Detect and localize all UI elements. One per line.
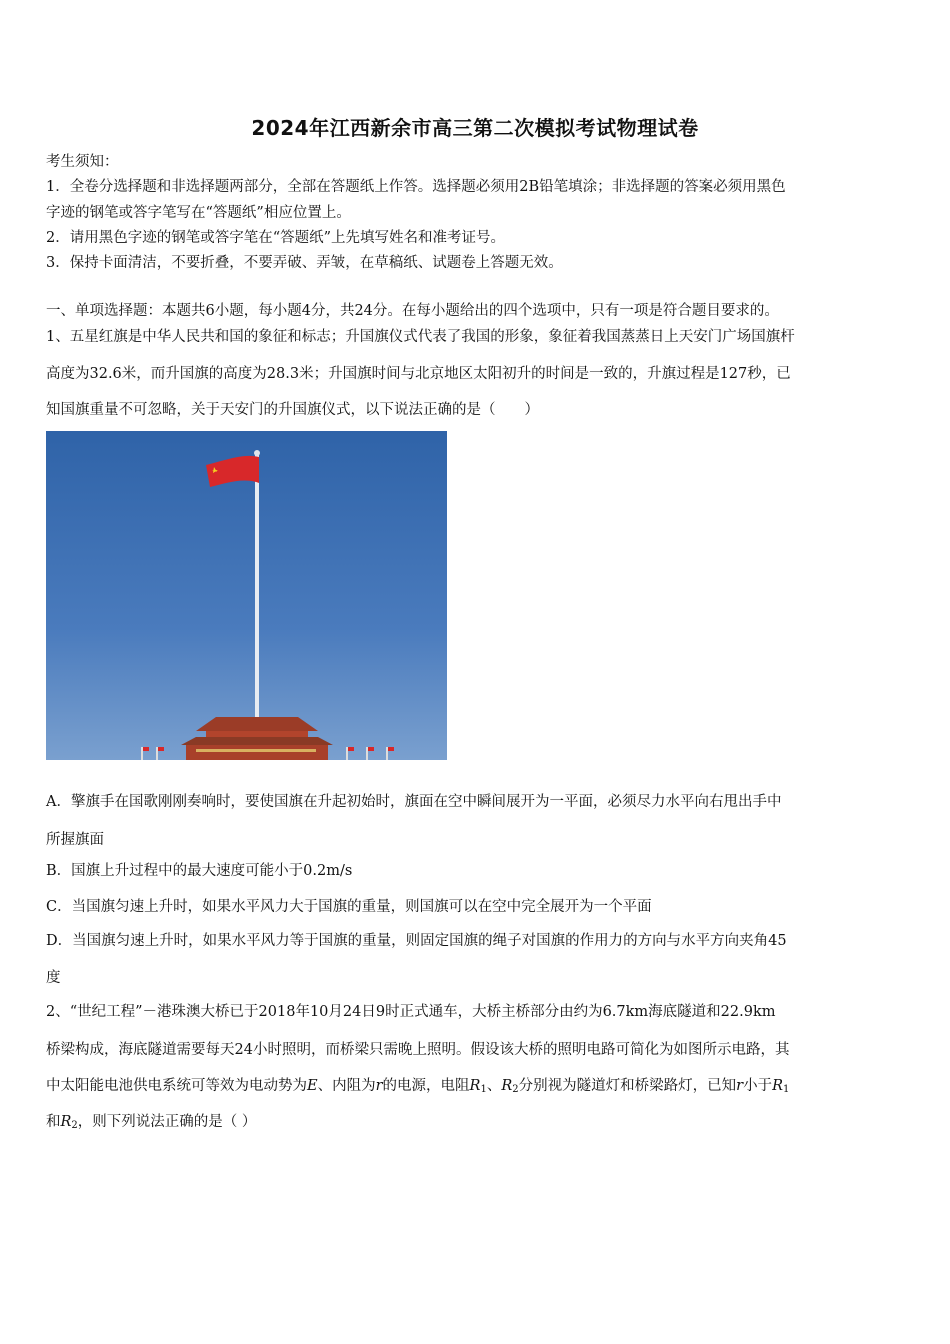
notice-line-4: 3．保持卡面清洁，不要折叠，不要弄破、弄皱，在草稿纸、试题卷上答题无效。 [46,255,563,271]
q1-option-b: B．国旗上升过程中的最大速度可能小于0.2m/s [46,863,353,879]
pole-top [254,450,260,456]
q2-stem-line-4: 和$R_2$，则下列说法正确的是（ ） [46,1114,257,1131]
wall-trim [196,749,316,752]
q1-option-c: C．当国旗匀速上升时，如果水平风力大于国旗的重量，则国旗可以在空中完全展开为一个平面 [46,899,652,915]
notice-line-3: 2．请用黑色字迹的钢笔或答字笔在“答题纸”上先填写姓名和准考证号。 [46,230,506,246]
notice-line-2: 字迹的钢笔或答字笔写在“答题纸”相应位置上。 [46,205,351,221]
q1-stem-line-2: 高度为32.6米，而升国旗的高度为28.3米；升国旗时间与北京地区太阳初升的时间是一致的，升旗过程是127秒，已 [46,366,791,382]
q1-option-a-line-1: A．擎旗手在国歌刚刚奏响时，要使国旗在升起初始时，旗面在空中瞬间展开为一平面，必须尽力水平向右甩出手中 [46,794,782,810]
internal-resistance-symbol: r [375,1078,383,1094]
flag-photo-svg [46,431,447,760]
q1-stem-line-3: 知国旗重量不可忽略，关于天安门的升国旗仪式，以下说法正确的是（ ） [46,402,539,418]
q1-option-d-line-1: D．当国旗匀速上升时，如果水平风力等于国旗的重量，则固定国旗的绳子对国旗的作用力的方向与水平方向夹角45 [46,933,787,949]
notice-heading: 考生须知： [46,154,119,170]
q1-option-d-line-2: 度 [46,970,61,986]
lower-roof [181,737,333,745]
q2-stem-line-1: 2、“世纪工程”－港珠澳大桥已于2018年10月24日9时正式通车，大桥主桥部分由约为6.7km海底隧道和22.9km [46,1004,776,1020]
flag-pole [255,453,259,760]
section-heading: 一、单项选择题：本题共6小题，每小题4分，共24分。在每小题给出的四个选项中，只有一项是符合题目要求的。 [46,303,779,319]
emf-symbol: E [307,1078,318,1094]
notice-line-1: 1．全卷分选择题和非选择题两部分，全部在答题纸上作答。选择题必须用2B铅笔填涂；非选择题的答案必须用黑色 [46,179,786,195]
page-title: 2024年江西新余市高三第二次模拟考试物理试卷 [251,116,699,140]
upper-roof [196,717,318,731]
lower-wall [186,745,328,760]
q1-stem-line-1: 1、五星红旗是中华人民共和国的象征和标志；升国旗仪式代表了我国的形象，象征着我国蒸蒸日上天安门广场国旗杆 [46,329,795,345]
flag-photo [46,431,447,760]
q2-stem-line-3: 中太阳能电池供电系统可等效为电动势为E、内阻为r的电源，电阻$R_1$、$R_2$分别视为隧道灯和桥梁路灯，已知r小于$R_1$ [46,1078,790,1095]
q1-option-a-line-2: 所握旗面 [46,832,104,848]
q2-stem-line-2: 桥梁构成，海底隧道需要每天24小时照明，而桥梁只需晚上照明。假设该大桥的照明电路可简化为如图所示电路，其 [46,1042,790,1058]
